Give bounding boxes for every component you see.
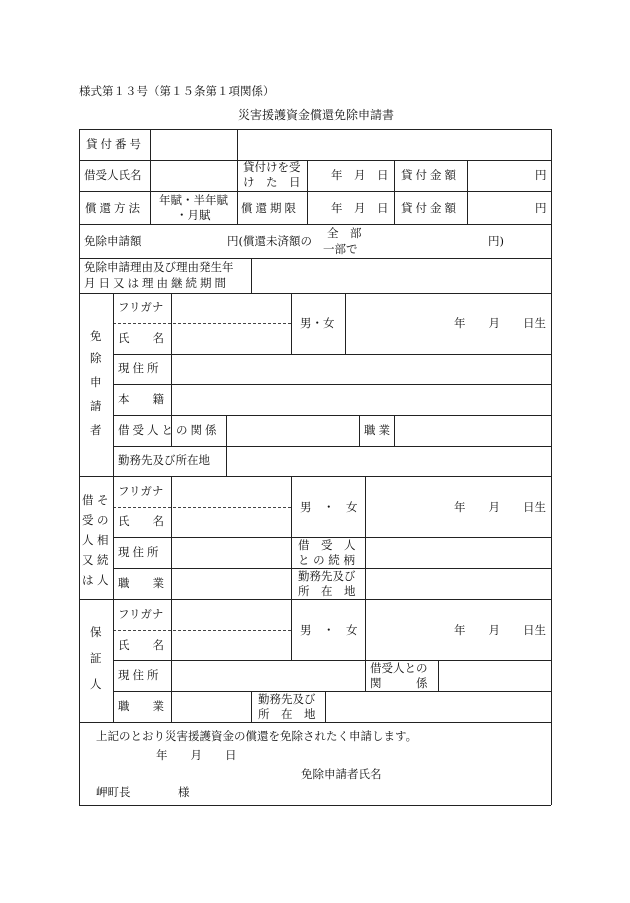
heir-sex-options: 男 ・ 女	[300, 500, 358, 514]
heir-col1-4: 又	[82, 553, 94, 567]
section-applicant-2: 除	[90, 351, 102, 365]
heir-col2-2: の	[97, 513, 109, 527]
heir-label-workplace: 勤務先及び	[298, 569, 356, 583]
loan-date-ymd: 年 月 日	[331, 168, 389, 182]
guar-birth-date: 年 月 日生	[454, 623, 546, 637]
form-number: 様式第１３号（第１５条第１項関係）	[79, 84, 275, 98]
heir-col1-2: 受	[82, 513, 94, 527]
guar-label-relation-2: 関 係	[370, 676, 428, 690]
exempt-yen-unpaid: 円(償還未済額の	[227, 234, 312, 248]
guar-label-name: 氏 名	[118, 638, 164, 652]
footer-sama: 様	[178, 785, 190, 799]
label-loan-number: 貸付番号	[86, 137, 144, 151]
label-borrower-name: 借受人氏名	[84, 168, 142, 182]
guar-label-occupation: 職 業	[118, 699, 164, 713]
label-repay-period: 償還期限	[241, 201, 299, 215]
repay-method-options-2: ・月賦	[176, 208, 211, 222]
heir-col2-4: 続	[97, 553, 109, 567]
option-all: 全 部	[327, 226, 362, 240]
repay-amount-yen: 円	[535, 201, 547, 215]
section-applicant-1: 免	[90, 329, 102, 343]
birth-date: 年 月 日生	[454, 316, 546, 330]
label-repay-amount: 貸付金額	[401, 201, 459, 215]
label-relation: 借受人との関係	[118, 423, 220, 437]
label-address: 現住所	[118, 361, 162, 375]
guar-label-workplace-2: 所 在 地	[258, 707, 316, 721]
section-guarantor-3: 人	[90, 677, 102, 691]
label-furigana: フリガナ	[118, 300, 164, 314]
heir-label-workplace-2: 所 在 地	[298, 584, 356, 598]
heir-label-address: 現住所	[118, 545, 162, 559]
label-occupation-applicant: 職業	[364, 423, 393, 437]
guar-label-furigana: フリガナ	[118, 607, 164, 621]
heir-label-relation: 借 受 人	[298, 538, 356, 552]
loan-amount-yen: 円	[535, 168, 547, 182]
footer-applicant: 免除申請者氏名	[301, 767, 382, 781]
form-title: 災害援護資金償還免除申請書	[238, 108, 395, 122]
label-workplace: 勤務先及び所在地	[118, 453, 210, 467]
label-honseki: 本 籍	[118, 392, 164, 406]
guar-label-address: 現住所	[118, 668, 162, 682]
heir-label-relation-2: と の 続 柄	[298, 553, 355, 567]
label-loan-date-2: け た 日	[243, 175, 301, 189]
section-applicant-3: 申	[90, 375, 102, 389]
footer-statement: 上記のとおり災害援護資金の償還を免除されたく申請します。	[96, 729, 418, 743]
heir-label-furigana: フリガナ	[118, 484, 164, 498]
heir-label-name: 氏 名	[118, 514, 164, 528]
heir-col2-5: 人	[97, 573, 109, 587]
repay-period-ymd: 年 月 日	[331, 201, 389, 215]
label-reason-2: 月日又は理由継続期間	[84, 276, 229, 290]
guar-sex-options: 男 ・ 女	[300, 623, 358, 637]
section-applicant-5: 者	[90, 423, 102, 437]
heir-birth-date: 年 月 日生	[454, 500, 546, 514]
repay-method-options: 年賦・半年賦	[159, 193, 228, 207]
label-loan-amount: 貸付金額	[401, 168, 459, 182]
exempt-yen-close: 円)	[488, 234, 504, 248]
guar-label-workplace: 勤務先及び	[258, 692, 316, 706]
section-guarantor-2: 証	[90, 651, 102, 665]
option-part: 一部で	[323, 242, 358, 256]
label-name: 氏 名	[118, 331, 164, 345]
heir-col1-3: 人	[82, 533, 94, 547]
sex-options: 男・女	[300, 316, 335, 330]
section-applicant-4: 請	[90, 399, 102, 413]
heir-col2-1: そ	[97, 493, 109, 507]
label-loan-date: 貸付けを受	[243, 160, 301, 174]
heir-col1-1: 借	[82, 493, 94, 507]
label-reason: 免除申請理由及び理由発生年	[84, 260, 234, 274]
guar-label-relation: 借受人との	[370, 661, 428, 675]
heir-col1-5: は	[82, 573, 94, 587]
heir-label-occupation: 職 業	[118, 576, 164, 590]
label-exempt-amount: 免除申請額	[84, 234, 142, 248]
heir-col2-3: 相	[97, 533, 109, 547]
footer-date: 年 月 日	[156, 748, 237, 762]
section-guarantor-1: 保	[90, 625, 102, 639]
footer-mayor: 岬町長	[96, 785, 131, 799]
label-repay-method: 償還方法	[85, 201, 143, 215]
